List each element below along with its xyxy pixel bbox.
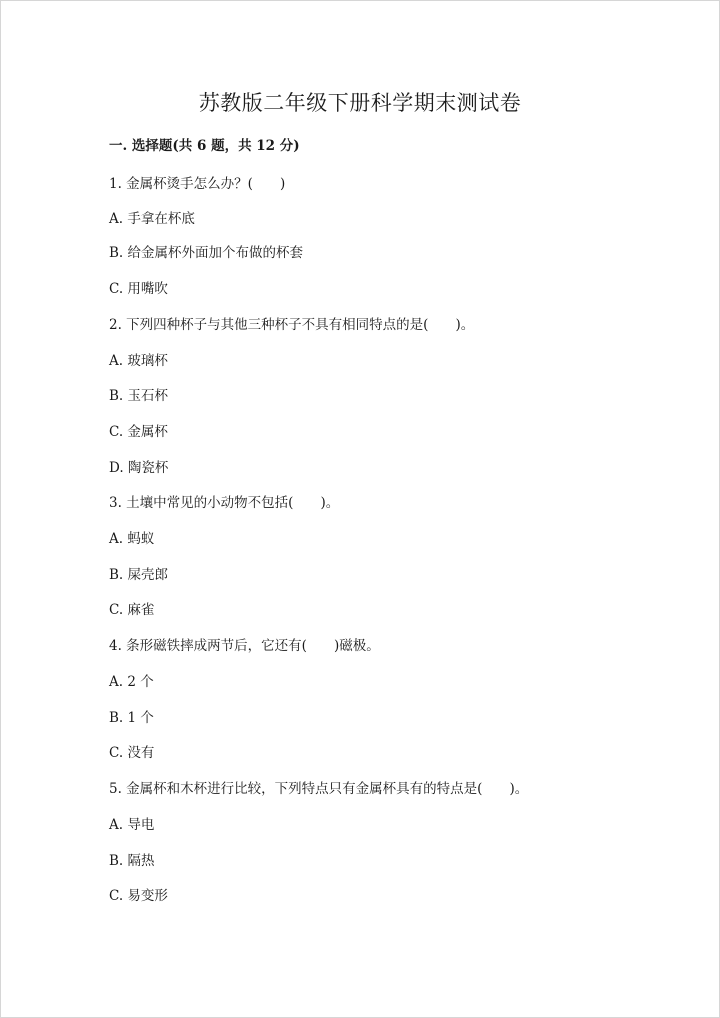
question-2: 2. 下列四种杯子与其他三种杯子不具有相同特点的是( )。 — [109, 317, 475, 333]
q3-option-c: C. 麻雀 — [109, 602, 155, 618]
page-title: 苏教版二年级下册科学期末测试卷 — [198, 91, 522, 115]
q2-option-b: B. 玉石杯 — [109, 388, 169, 404]
q2-option-a: A. 玻璃杯 — [109, 353, 168, 369]
section-heading: 一. 选择题(共 6 题，共 12 分) — [109, 138, 300, 154]
q5-option-c: C. 易变形 — [109, 888, 168, 904]
q1-option-b: B. 给金属杯外面加个布做的杯套 — [109, 245, 304, 261]
q3-option-a: A. 蚂蚁 — [109, 531, 155, 547]
question-4: 4. 条形磁铁摔成两节后，它还有( )磁极。 — [109, 638, 380, 654]
question-1: 1. 金属杯烫手怎么办？( ) — [109, 176, 286, 192]
question-5: 5. 金属杯和木杯进行比较，下列特点只有金属杯具有的特点是( )。 — [109, 781, 529, 797]
q1-option-a: A. 手拿在杯底 — [109, 211, 195, 227]
question-3: 3. 土壤中常见的小动物不包括( )。 — [109, 495, 340, 511]
q2-option-c: C. 金属杯 — [109, 424, 168, 440]
q4-option-c: C. 没有 — [109, 745, 155, 761]
q1-option-c: C. 用嘴吹 — [109, 281, 168, 297]
q5-option-b: B. 隔热 — [109, 853, 155, 869]
q5-option-a: A. 导电 — [109, 817, 155, 833]
q4-option-a: A. 2 个 — [109, 674, 154, 690]
q4-option-b: B. 1 个 — [109, 710, 154, 726]
q3-option-b: B. 屎壳郎 — [109, 567, 169, 583]
q2-option-d: D. 陶瓷杯 — [109, 460, 169, 476]
